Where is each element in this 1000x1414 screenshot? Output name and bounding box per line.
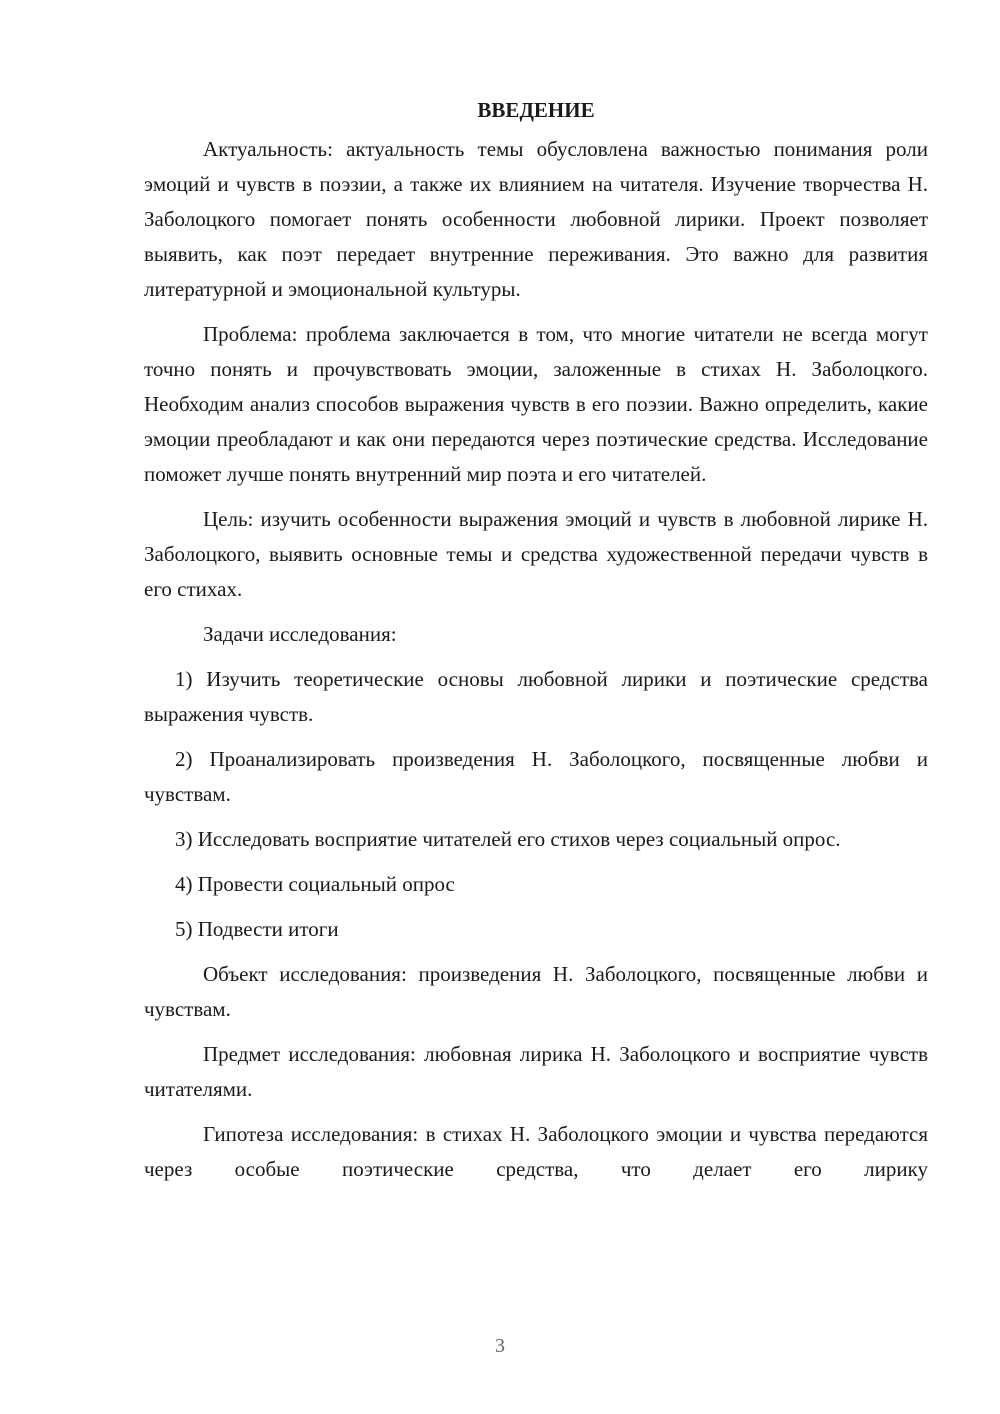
relevance-paragraph: Актуальность: актуальность темы обусловлена важностью понимания роли эмоций и чувств в поэзии, а также их влиянием на читателя. Изучение творчества Н. Заболоцкого помогает понять особенности любовной лирики. Проект позволяет выявить, как поэт передает внутренние переживания. Это важно для развития литературной и эмоциональной культуры.: [144, 137, 928, 301]
task-item-1: 1) Изучить теоретические основы любовной лирики и поэтические средства выражения чувств.: [144, 667, 928, 726]
task-item-2: 2) Проанализировать произведения Н. Заболоцкого, посвященные любви и чувствам.: [144, 747, 928, 806]
tasks-heading: Задачи исследования:: [203, 622, 397, 646]
page-number: 3: [495, 1335, 505, 1357]
subject-paragraph: Предмет исследования: любовная лирика Н. Заболоцкого и восприятие чувств читателями.: [144, 1042, 928, 1101]
document-page: [144, 92, 928, 1197]
task-item-3: 3) Исследовать восприятие читателей его стихов через социальный опрос.: [175, 827, 841, 851]
object-paragraph: Объект исследования: произведения Н. Заболоцкого, посвященные любви и чувствам.: [144, 962, 928, 1021]
hypothesis-paragraph: Гипотеза исследования: в стихах Н. Заболоцкого эмоции и чувства передаются через особые поэтические средства, что делает его лирику: [144, 1122, 928, 1181]
problem-paragraph: Проблема: проблема заключается в том, что многие читатели не всегда могут точно понять и прочувствовать эмоции, заложенные в стихах Н. Заболоцкого. Необходим анализ способов выражения чувств в его поэзии. Важно определить, какие эмоции преобладают и как они передаются через поэтические средства. Исследование поможет лучше понять внутренний мир поэта и его читателей.: [144, 322, 928, 486]
goal-paragraph: Цель: изучить особенности выражения эмоций и чувств в любовной лирике Н. Заболоцкого, выявить основные темы и средства художественной передачи чувств в его стихах.: [144, 507, 928, 601]
page-title: ВВЕДЕНИЕ: [477, 98, 595, 122]
task-item-5: 5) Подвести итоги: [175, 917, 339, 941]
task-item-4: 4) Провести социальный опрос: [175, 872, 455, 896]
